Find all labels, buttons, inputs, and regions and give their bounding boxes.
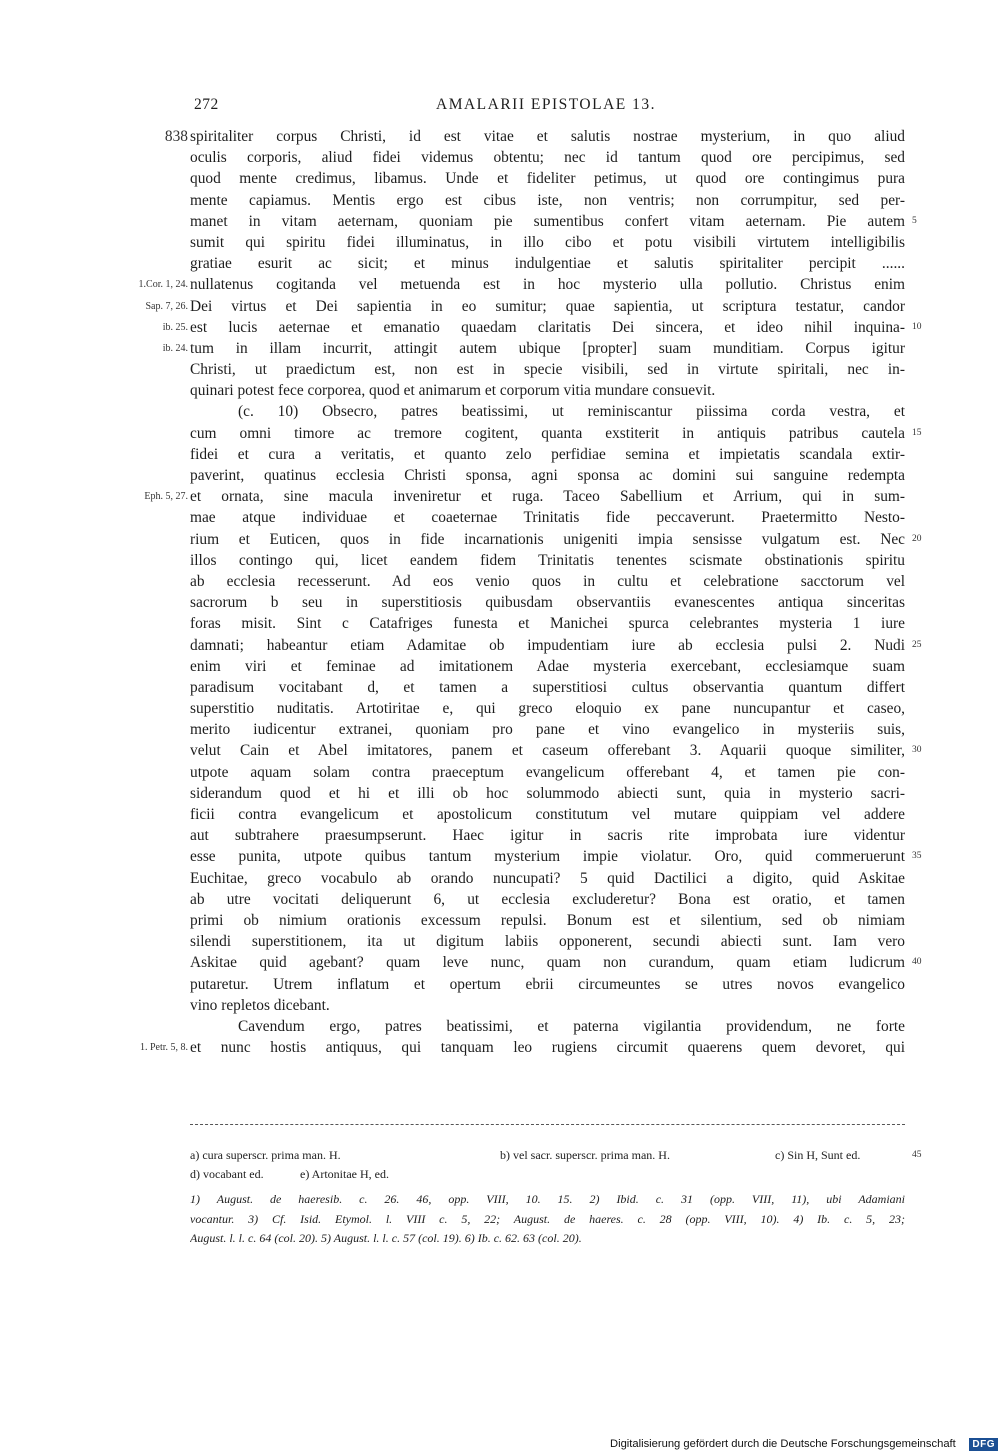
footnote-line: 1) August. de haeresib. c. 26. 46, opp. VIII, 10. 15. 2) Ibid. c. 31 (opp. VIII, 11), ubi Adamiani (190, 1192, 905, 1206)
line-text: illos contingo qui, licet eandem fidem Trinitatis tenentes scismate obstinationis spiritu (190, 551, 905, 569)
text-line (0, 613, 1000, 634)
line-text: ab ecclesia recesserunt. Ad eos venio quos in cultu et celebratione sacctorum vel (190, 572, 905, 590)
original-page-reference: 838 (164, 128, 188, 145)
text-line (0, 338, 1000, 359)
margin-citation: Eph. 5, 27. (144, 491, 188, 503)
running-head: AMALARII EPISTOLAE 13. (436, 96, 656, 113)
line-text: (c. 10) Obsecro, patres beatissimi, ut reminiscantur piissima corda vestra, et (238, 403, 905, 421)
text-line (0, 910, 1000, 931)
text-line (0, 550, 1000, 571)
footnote-separator (190, 1124, 905, 1125)
apparatus-note-a: a) cura superscr. prima man. H. (190, 1148, 341, 1162)
line-text: primi ob nimium orationis excessum repulsi. Bonum est et silentium, sed ob nimiam (190, 911, 905, 929)
apparatus-note-c: c) Sin H, Sunt ed. (775, 1148, 861, 1162)
line-text: sumit qui spiritu fidei illuminatus, in illo cibo et potu visibili virtutem intelligibilis (190, 233, 905, 251)
line-text: cum omni timore ac tremore cogitent, quanta exstiterit in antiquis patribus cautela (190, 424, 905, 442)
line-text: Cavendum ergo, patres beatissimi, et paterna vigilantia providendum, ne forte (238, 1017, 905, 1035)
digitization-credit (610, 1437, 1000, 1453)
margin-citation: Sap. 7, 26. (145, 300, 188, 312)
line-text: mente capiamus. Mentis ergo est cibus iste, non ventris; non corrumpitur, sed per- (190, 191, 905, 209)
apparatus-line (190, 1146, 930, 1165)
line-text: spiritaliter corpus Christi, id est vitae et salutis nostrae mysterium, in quo aliud (190, 128, 905, 145)
line-text: oculis corporis, aliud fidei videmus obtentu; nec id tantum quod ore percipimus, sed (190, 149, 905, 167)
text-line (0, 635, 1000, 656)
line-text: est lucis aeternae et emanatio quaedam claritatis Dei sincera, et ideo nihil inquina- (190, 318, 905, 336)
line-number: 25 (912, 639, 922, 650)
line-number: 10 (912, 321, 922, 332)
line-text: vino repletos dicebant. (190, 996, 330, 1014)
line-text: putaretur. Utrem inflatum et opertum ebrii circumeuntes se utres novos evangelico (190, 975, 905, 993)
text-line (0, 804, 1000, 825)
line-text: foras misit. Sint c Catafriges funesta et Manichei spurca celebrantes mysteria 1 iure (190, 615, 905, 633)
line-number: 20 (912, 533, 922, 544)
apparatus-note-d: d) vocabant ed. (190, 1166, 264, 1181)
line-text: silendi superstitionem, ita ut digitum labiis opponerent, secundi abiecti sunt. Iam vero (190, 933, 905, 951)
line-text: aut subtrahere praesumpserunt. Haec igitur in sacris rite improbata iure videntur (190, 827, 905, 845)
text-line (0, 931, 1000, 952)
text-line (0, 698, 1000, 719)
text-line (0, 211, 1000, 232)
text-line (0, 190, 1000, 211)
text-line (0, 592, 1000, 613)
text-line (0, 868, 1000, 889)
text-line (0, 677, 1000, 698)
text-line (0, 656, 1000, 677)
line-text: siderandum quod et hi et illi ob hoc solummodo abiecti sunt, quia in mysterio sacri- (190, 784, 905, 802)
text-line (0, 423, 1000, 444)
critical-apparatus (190, 1146, 930, 1183)
text-line (0, 1037, 1000, 1058)
line-text: Christi, ut praedictum est, non est in specie visibili, sed in virtute spiritali, nec in- (190, 361, 905, 379)
text-line (0, 1016, 1000, 1037)
text-line (0, 995, 1000, 1016)
line-text: rium et Euticen, quos in fide incarnationis unigeniti impia sensisse vulgatum est. Nec (190, 530, 905, 548)
line-number: 5 (912, 215, 917, 226)
text-line (0, 317, 1000, 338)
apparatus-line (190, 1165, 930, 1184)
line-text: manet in vitam aeternam, quoniam pie sumentibus confert vitam aeternam. Pie autem (190, 212, 905, 230)
text-line (0, 846, 1000, 867)
page-number: 272 (194, 96, 219, 113)
margin-citation: ib. 24. (162, 342, 188, 354)
line-text: paverint, quatinus ecclesia Christi sponsa, agni sponsa ac domini sui sanguine redempta (190, 467, 905, 484)
line-text: et ornata, sine macula inveniretur et ruga. Taceo Sabellium et Arrium, qui in sum- (190, 488, 905, 506)
credit-text: Digitalisierung gefördert durch die Deutsche Forschungsgemeinschaft (610, 1438, 956, 1450)
margin-citation: 1. Petr. 5, 8. (139, 1042, 188, 1054)
main-text (0, 126, 1000, 1058)
line-text: enim viri et feminae ad imitationem Adae mysteria exercebant, ecclesiamque suam (190, 657, 905, 675)
page-header (194, 96, 894, 120)
line-text: esse punita, utpote quibus tantum mysterium impie violatur. Oro, quid commeruerunt (190, 848, 905, 866)
line-text: velut Cain et Abel imitatores, panem et caseum offerebant 3. Aquarii quoque similiter, (190, 742, 905, 760)
text-line (0, 147, 1000, 168)
text-line (0, 974, 1000, 995)
line-number: 15 (912, 427, 922, 438)
text-line (0, 465, 1000, 486)
text-line (0, 168, 1000, 189)
text-line (0, 126, 1000, 147)
text-line (0, 889, 1000, 910)
text-line (0, 762, 1000, 783)
text-line (0, 444, 1000, 465)
line-text: Askitae quid agebant? quam leve nunc, quam non curandum, quam etiam ludicrum (190, 954, 905, 972)
line-text: damnati; habeantur etiam Adamitae ob impudentiam iure ab ecclesia pulsi 2. Nudi (190, 636, 905, 654)
source-footnotes (190, 1190, 905, 1249)
text-line (0, 571, 1000, 592)
apparatus-note-e: e) Artonitae H, ed. (300, 1166, 389, 1181)
text-line (0, 380, 1000, 401)
line-text: et nunc hostis antiquus, qui tanquam leo rugiens circumit quaerens quem devoret, qui (190, 1039, 905, 1057)
line-text: gratiae esurit ac sicit; et minus indulgentiae et salutis spiritaliter percipit ...... (190, 255, 905, 273)
dfg-logo-icon: DFG (969, 1438, 998, 1451)
line-text: Euchitae, greco vocabulo ab orando nuncupati? 5 quid Dactilici a digito, quid Askitae (190, 869, 905, 887)
text-line (0, 401, 1000, 422)
text-line (0, 296, 1000, 317)
margin-citation: ib. 25. (162, 321, 188, 333)
text-line (0, 952, 1000, 973)
line-number: 30 (912, 745, 922, 756)
margin-citation: 1.Cor. 1, 24. (138, 279, 188, 291)
line-text: merito iudicentur extranei, quoniam pro pane et vino evangelico in mysteriis suis, (190, 721, 905, 739)
line-text: nullatenus cogitanda vel metuenda est in hoc mysterio ulla pollutio. Christus enim (190, 276, 905, 294)
text-line (0, 274, 1000, 295)
line-text: fidei et cura a veritatis, et quanto zelo perfidiae semina et impietatis scandala extir- (190, 445, 905, 463)
line-text: quod mente credimus, libamus. Unde et fideliter petimus, ut quod ore contingimus pura (190, 170, 905, 188)
line-text: paradisum vocitabant d, et tamen a superstitiosi cultus observantia quantum differt (190, 678, 905, 696)
text-line (0, 740, 1000, 761)
line-number: 35 (912, 851, 922, 862)
text-line (0, 783, 1000, 804)
text-line (0, 486, 1000, 507)
text-line (0, 232, 1000, 253)
text-line (0, 507, 1000, 528)
footnote-line: August. l. l. c. 64 (col. 20). 5) August. l. l. c. 57 (col. 19). 6) Ib. c. 62. 63 (col. 20). (190, 1231, 582, 1245)
line-text: tum in illam incurrit, attingit autem ubique [propter] suam munditiam. Corpus igitur (190, 339, 905, 357)
apparatus-note-b: b) vel sacr. superscr. prima man. H. (500, 1148, 670, 1162)
line-number: 40 (912, 957, 922, 968)
text-line (0, 253, 1000, 274)
text-line (0, 719, 1000, 740)
footnote-line: vocantur. 3) Cf. Isid. Etymol. l. VIII c. 5, 22; August. de haeres. c. 28 (opp. VIII, 10). 4) Ib. c. 5, 23; (190, 1211, 905, 1226)
line-text: mae atque individuae et coaeternae Trinitatis fide peccaverunt. Praetermitto Nesto- (190, 509, 905, 527)
line-text: ab utre vocitati deliquerunt 6, ut ecclesia excluderetur? Bona est oratio, et tamen (190, 890, 905, 908)
line-text: sacrorum b seu in superstitiosis quibusdam observantiis evanescentes antiqua sinceritas (190, 594, 905, 612)
line-text: Dei virtus et Dei sapientia in eo sumitur; quae sapientia, ut scriptura testatur, candor (190, 297, 905, 315)
text-line (0, 359, 1000, 380)
line-text: ficii contra evangelicum et apostolicum constitutum vel mutare quippiam vel addere (190, 806, 905, 823)
line-number: 45 (912, 1150, 922, 1160)
text-line (0, 529, 1000, 550)
line-text: quinari potest fece corporea, quod et animarum et corporum vitia mundare consuevit. (190, 382, 716, 400)
line-text: superstitio nuditatis. Artotiritae e, qui greco eloquio ex pane nuncupantur et caseo, (190, 700, 905, 718)
line-text: utpote aquam solam contra praeceptum evangelicum offerebant 4, et tamen pie con- (190, 763, 905, 781)
text-line (0, 825, 1000, 846)
